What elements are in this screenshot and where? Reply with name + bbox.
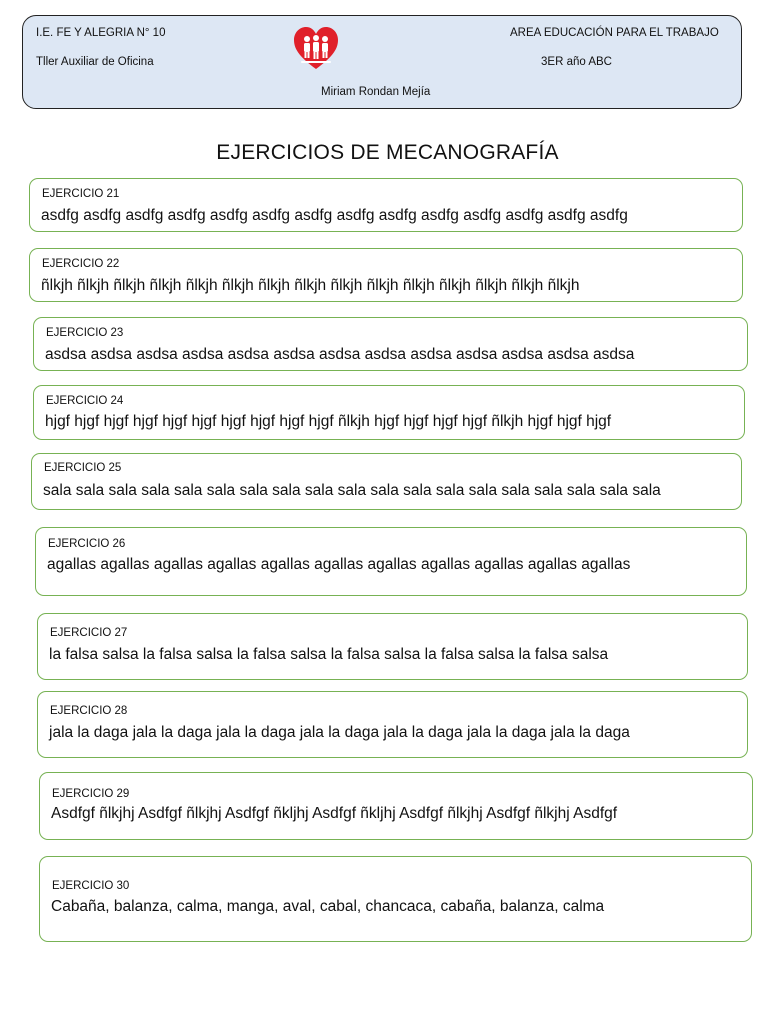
exercise-text: sala sala sala sala sala sala sala sala sala sala sala sala sala sala sala sala sala sala sala bbox=[43, 482, 661, 499]
exercise-label: EJERCICIO 30 bbox=[52, 880, 130, 892]
grade-section: 3ER año ABC bbox=[541, 56, 612, 68]
exercise-text: Asdfgf ñlkjhj Asdfgf ñlkjhj Asdfgf ñkljhj Asdfgf ñkljhj Asdfgf ñlkjhj Asdfgf ñlkjhj Asdfgf bbox=[51, 805, 618, 822]
exercise-label: EJERCICIO 23 bbox=[46, 327, 124, 339]
exercise-box bbox=[29, 178, 743, 232]
exercise-text: asdfg asdfg asdfg asdfg asdfg asdfg asdfg asdfg asdfg asdfg asdfg asdfg asdfg asdfg bbox=[41, 207, 628, 224]
document-header bbox=[22, 15, 742, 109]
exercise-box bbox=[33, 385, 745, 440]
exercise-box bbox=[33, 317, 748, 371]
page-title: EJERCICIOS DE MECANOGRAFÍA bbox=[216, 141, 559, 164]
exercise-label: EJERCICIO 26 bbox=[48, 538, 126, 550]
exercise-label: EJERCICIO 24 bbox=[46, 395, 124, 407]
exercise-box bbox=[29, 248, 743, 302]
exercise-text: jala la daga jala la daga jala la daga jala la daga jala la daga jala la daga jala la daga bbox=[49, 724, 630, 741]
exercise-text: hjgf hjgf hjgf hjgf hjgf hjgf hjgf hjgf hjgf hjgf ñlkjh hjgf hjgf hjgf hjgf ñlkjh hjgf hjgf hjgf bbox=[45, 413, 612, 430]
exercise-text: asdsa asdsa asdsa asdsa asdsa asdsa asdsa asdsa asdsa asdsa asdsa asdsa asdsa bbox=[45, 346, 635, 363]
exercise-box bbox=[39, 772, 753, 840]
school-name: I.E. FE Y ALEGRIA N° 10 bbox=[36, 27, 166, 39]
exercise-label: EJERCICIO 25 bbox=[44, 462, 122, 474]
exercise-box bbox=[31, 453, 742, 510]
exercise-label: EJERCICIO 27 bbox=[50, 627, 128, 639]
exercise-label: EJERCICIO 21 bbox=[42, 188, 120, 200]
exercise-text: agallas agallas agallas agallas agallas agallas agallas agallas agallas agallas agallas bbox=[47, 556, 631, 573]
course-name: Tller Auxiliar de Oficina bbox=[36, 56, 154, 68]
heart-children-logo-icon bbox=[293, 26, 339, 72]
teacher-name: Miriam Rondan Mejía bbox=[321, 86, 431, 98]
exercise-text: Cabaña, balanza, calma, manga, aval, cabal, chancaca, cabaña, balanza, calma bbox=[51, 898, 605, 915]
exercise-label: EJERCICIO 28 bbox=[50, 705, 128, 717]
exercise-box bbox=[37, 613, 748, 680]
exercise-text: la falsa salsa la falsa salsa la falsa salsa la falsa salsa la falsa salsa la falsa salsa bbox=[49, 646, 609, 663]
exercise-box bbox=[37, 691, 748, 758]
exercise-box bbox=[39, 856, 752, 942]
exercise-text: ñlkjh ñlkjh ñlkjh ñlkjh ñlkjh ñlkjh ñlkjh ñlkjh ñlkjh ñlkjh ñlkjh ñlkjh ñlkjh ñlkjh ñlkjh bbox=[41, 277, 580, 294]
exercise-label: EJERCICIO 22 bbox=[42, 258, 120, 270]
exercise-label: EJERCICIO 29 bbox=[52, 788, 130, 800]
exercise-box bbox=[35, 527, 747, 596]
subject-area: AREA EDUCACIÓN PARA EL TRABAJO bbox=[510, 27, 719, 39]
